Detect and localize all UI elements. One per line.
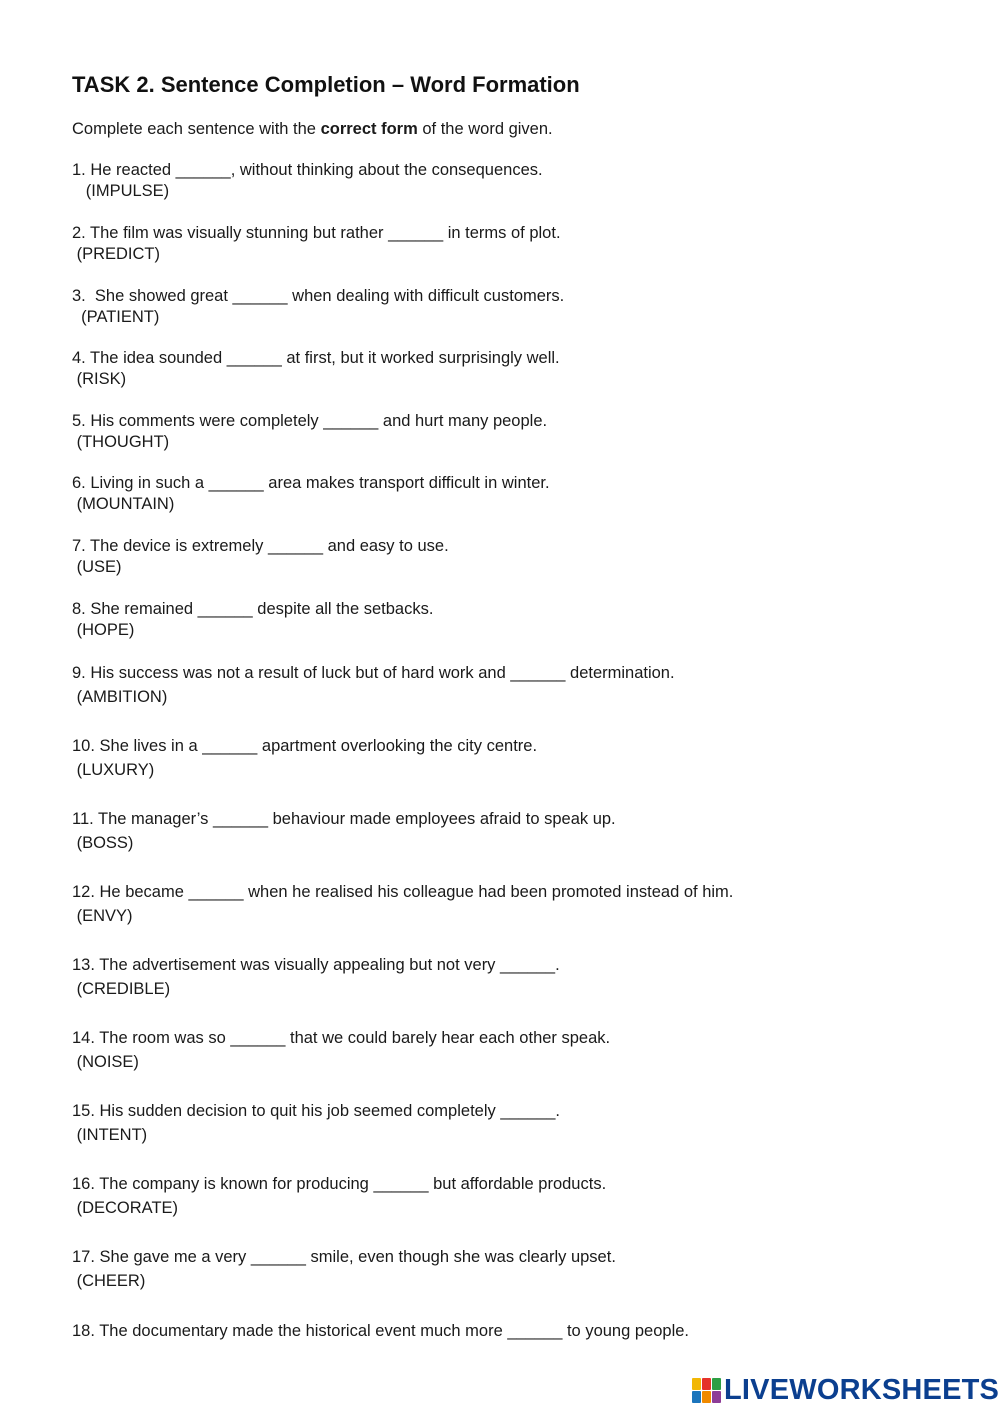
base-word: (IMPULSE) — [72, 182, 170, 200]
question-item-10 — [72, 734, 537, 782]
instructions-text-end: of the word given. — [417, 120, 553, 138]
question-sentence: 3. She showed great ______ when dealing with difficult customers. — [72, 287, 565, 305]
question-sentence: 4. The idea sounded ______ at first, but it worked surprisingly well. — [72, 349, 560, 367]
base-word: (INTENT) — [72, 1126, 148, 1144]
question-sentence: 8. She remained ______ despite all the setbacks. — [72, 600, 434, 618]
question-item-8 — [72, 599, 433, 641]
base-word: (RISK) — [72, 370, 127, 388]
question-item-14 — [72, 1026, 610, 1074]
base-word: (HOPE) — [72, 621, 135, 639]
question-item-11 — [72, 807, 616, 855]
base-word: (BOSS) — [72, 834, 134, 852]
instructions — [72, 120, 553, 139]
base-word: (THOUGHT) — [72, 433, 170, 451]
question-sentence: 10. She lives in a ______ apartment overlooking the city centre. — [72, 737, 538, 755]
question-sentence: 17. She gave me a very ______ smile, even though she was clearly upset. — [72, 1248, 616, 1266]
base-word: (MOUNTAIN) — [72, 495, 175, 513]
liveworksheets-logo — [692, 1373, 1000, 1406]
question-sentence: 16. The company is known for producing ______ but affordable products. — [72, 1175, 607, 1193]
instructions-emphasis: correct form — [320, 120, 418, 138]
question-item-13 — [72, 953, 560, 1001]
question-sentence: 15. His sudden decision to quit his job seemed completely ______. — [72, 1102, 560, 1120]
question-sentence: 1. He reacted ______, without thinking about the consequences. — [72, 161, 543, 179]
question-sentence: 13. The advertisement was visually appealing but not very ______. — [72, 956, 560, 974]
question-sentence: 11. The manager’s ______ behaviour made employees afraid to speak up. — [72, 810, 616, 828]
question-item-18 — [72, 1319, 689, 1343]
worksheet-title: TASK 2. Sentence Completion – Word Formation — [72, 72, 580, 97]
base-word: (ENVY) — [72, 907, 133, 925]
question-sentence: 5. His comments were completely ______ and hurt many people. — [72, 412, 548, 430]
question-item-4 — [72, 348, 560, 390]
logo-mark-icon — [692, 1378, 721, 1403]
question-sentence: 9. His success was not a result of luck but of hard work and ______ determination. — [72, 664, 675, 682]
question-sentence: 14. The room was so ______ that we could barely hear each other speak. — [72, 1029, 611, 1047]
base-word: (LUXURY) — [72, 761, 155, 779]
question-sentence: 7. The device is extremely ______ and easy to use. — [72, 537, 449, 555]
question-item-3 — [72, 286, 564, 328]
base-word: (AMBITION) — [72, 688, 168, 706]
question-item-1 — [72, 160, 543, 202]
question-item-17 — [72, 1245, 616, 1293]
question-item-16 — [72, 1172, 606, 1220]
base-word: (CHEER) — [72, 1272, 146, 1290]
question-item-5 — [72, 411, 547, 453]
question-item-2 — [72, 223, 561, 265]
base-word: (CREDIBLE) — [72, 980, 171, 998]
question-item-9 — [72, 661, 675, 709]
base-word: (DECORATE) — [72, 1199, 179, 1217]
logo-text: LIVEWORKSHEETS — [724, 1373, 1000, 1406]
question-sentence: 6. Living in such a ______ area makes transport difficult in winter. — [72, 474, 550, 492]
base-word: (PREDICT) — [72, 245, 160, 263]
question-item-15 — [72, 1099, 560, 1147]
base-word: (USE) — [72, 558, 122, 576]
question-item-6 — [72, 473, 550, 515]
question-item-7 — [72, 536, 449, 578]
question-sentence: 12. He became ______ when he realised his colleague had been promoted instead of him. — [72, 883, 734, 901]
base-word: (NOISE) — [72, 1053, 139, 1071]
question-sentence: 2. The film was visually stunning but rather ______ in terms of plot. — [72, 224, 561, 242]
question-sentence: 18. The documentary made the historical event much more ______ to young people. — [72, 1322, 689, 1340]
base-word: (PATIENT) — [72, 308, 160, 326]
instructions-text: Complete each sentence with the — [72, 120, 321, 138]
question-item-12 — [72, 880, 733, 928]
